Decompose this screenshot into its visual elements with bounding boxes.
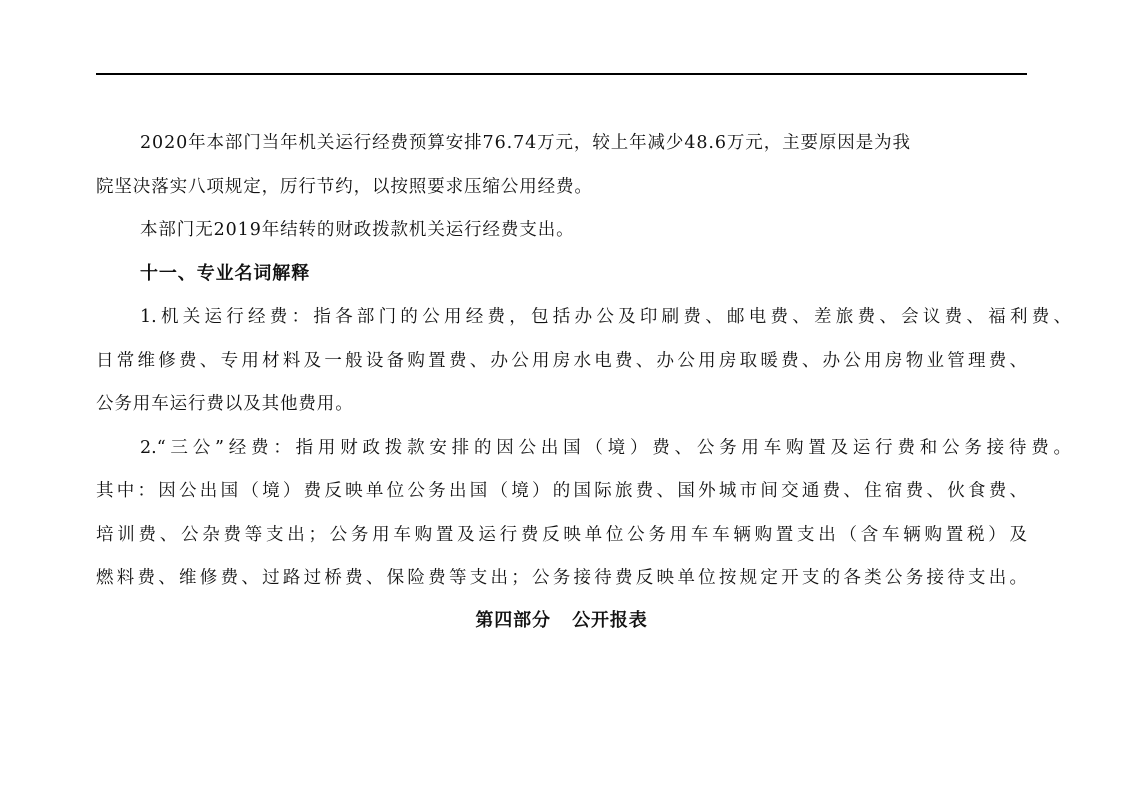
paragraph-budget-line-2: 院坚决落实八项规定，厉行节约，以按照要求压缩公用经费。 bbox=[96, 177, 593, 197]
header-rule bbox=[96, 73, 1027, 75]
part-title: 第四部分 公开报表 bbox=[475, 610, 648, 631]
section-heading: 十一、专业名词解释 bbox=[140, 263, 311, 284]
definition-2-line-1: 2.“三公”经费：指用财政拨款安排的因公出国（境）费、公务用车购置及运行费和公务接待费。 bbox=[140, 438, 1071, 458]
paragraph-carryover: 本部门无2019年结转的财政拨款机关运行经费支出。 bbox=[140, 220, 575, 240]
definition-2-line-2: 其中：因公出国（境）费反映单位公务出国（境）的国际旅费、国外城市间交通费、住宿费、伙食费、 bbox=[96, 481, 1027, 501]
definition-1-line-2: 日常维修费、专用材料及一般设备购置费、办公用房水电费、办公用房取暖费、办公用房物业管理费、 bbox=[96, 351, 1027, 371]
definition-2-line-4: 燃料费、维修费、过路过桥费、保险费等支出；公务接待费反映单位按规定开支的各类公务接待支出。 bbox=[96, 568, 1027, 588]
definition-1-line-3: 公务用车运行费以及其他费用。 bbox=[96, 394, 354, 414]
definition-2-line-3: 培训费、公杂费等支出；公务用车购置及运行费反映单位公务用车车辆购置支出（含车辆购置税）及 bbox=[96, 525, 1027, 545]
paragraph-budget-line-1: 2020年本部门当年机关运行经费预算安排76.74万元，较上年减少48.6万元，主要原因是为我 bbox=[140, 133, 911, 153]
definition-1-line-1: 1.机关运行经费：指各部门的公用经费，包括办公及印刷费、邮电费、差旅费、会议费、福利费、 bbox=[140, 307, 1071, 327]
